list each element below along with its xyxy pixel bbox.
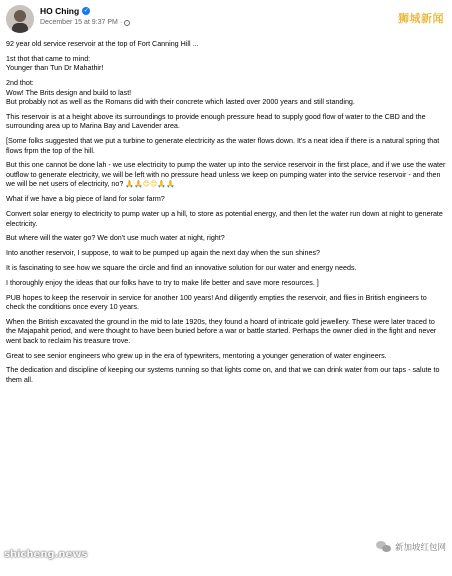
post-paragraph: Into another reservoir, I suppose, to wait to be pumped up again the next day when the sun shines? (6, 249, 320, 258)
post-timestamp[interactable]: December 15 at 9:37 PM (40, 19, 118, 26)
verified-badge-icon: ✓ (83, 8, 89, 14)
prayer-emoji: 🙏🙏😊😊🙏🙏 (125, 180, 175, 189)
author-name[interactable]: HO Ching (40, 6, 80, 16)
post-meta (40, 19, 130, 26)
post-paragraph: 2nd thot: Wow! The Brits design and build to last! But probably not as well as the Romans did with their concrete which lasted over 2000 years and still standing. (6, 79, 355, 107)
post-paragraph: I thoroughly enjoy the ideas that our folks have to try to make life better and save more resources. ] (6, 278, 319, 287)
avatar[interactable] (6, 5, 34, 33)
post-body (6, 40, 446, 391)
post-paragraph-text: But this one cannot be done lah - we use electricity to pump the water up into the service reservoir in the first place, and if we use the water outflow to generate electricity, we will be left with no pressure head unless we keep on pumping water into the service reservoir - and then we will be net users of electricity, no? (6, 161, 446, 189)
post-paragraph: 92 year old service reservoir at the top of Fort Canning Hill ... (6, 40, 199, 48)
watermark-logo: 狮城新闻 (398, 12, 444, 25)
post-paragraph-with-emoji (6, 161, 446, 190)
meta-separator: · (119, 19, 123, 26)
post-paragraph: Great to see senior engineers who grew up in the era of typewriters, mentoring a younger generation of water engineers. (6, 351, 387, 360)
post-paragraph: This reservoir is at a height above its surroundings to provide enough pressure head to supply good flow of water to the CBD and the surrounding area up to Marina Bay and Lavender area. (6, 112, 426, 131)
post-paragraph: What if we have a big piece of land for solar farm? (6, 195, 165, 204)
watermark-wechat-text: 新加坡红包网 (394, 543, 446, 553)
post-paragraph: It is fascinating to see how we square the circle and find an innovative solution for our water and energy needs. (6, 263, 357, 272)
avatar-image (6, 5, 34, 33)
post-paragraph: Convert solar energy to electricity to pump water up a hill, to store as potential energy, and then let the water run down at night to generate electricity. (6, 210, 443, 228)
watermark-wechat (376, 540, 446, 554)
post-paragraph: 1st thot that came to mind: Younger than Tun Dr Mahathir! (6, 54, 104, 73)
post-paragraph: PUB hopes to keep the reservoir in service for another 100 years! And diligently empties the reservoir, and flies in British engineers to check the conditions once every 10 years. (6, 293, 427, 312)
post-paragraph: The dedication and discipline of keeping our systems running so that lights come on, and that we can drink water from our taps - salute to them all. (6, 366, 440, 384)
post-paragraph: But where will the water go? We don't use much water at night, right? (6, 234, 225, 243)
post-paragraph: When the British excavated the ground in the mid to late 1920s, they found a hoard of intricate gold jewellery. These were later traced to the Majapahit period, and were thought to have been buried before a war or battle started. Perhaps the owner died in the fight and never went back to reclaim his treasure trove. (6, 317, 437, 345)
globe-icon (124, 20, 130, 26)
wechat-icon (376, 540, 392, 554)
watermark-site: shicheng.news (4, 549, 88, 560)
author-row (40, 6, 90, 16)
post-header (0, 0, 452, 40)
post-paragraph: [Some folks suggested that we put a turbine to generate electricity as the water flows down. It's a neat idea if there is a natural spring that flows frpm the top of the hill. (6, 137, 440, 155)
